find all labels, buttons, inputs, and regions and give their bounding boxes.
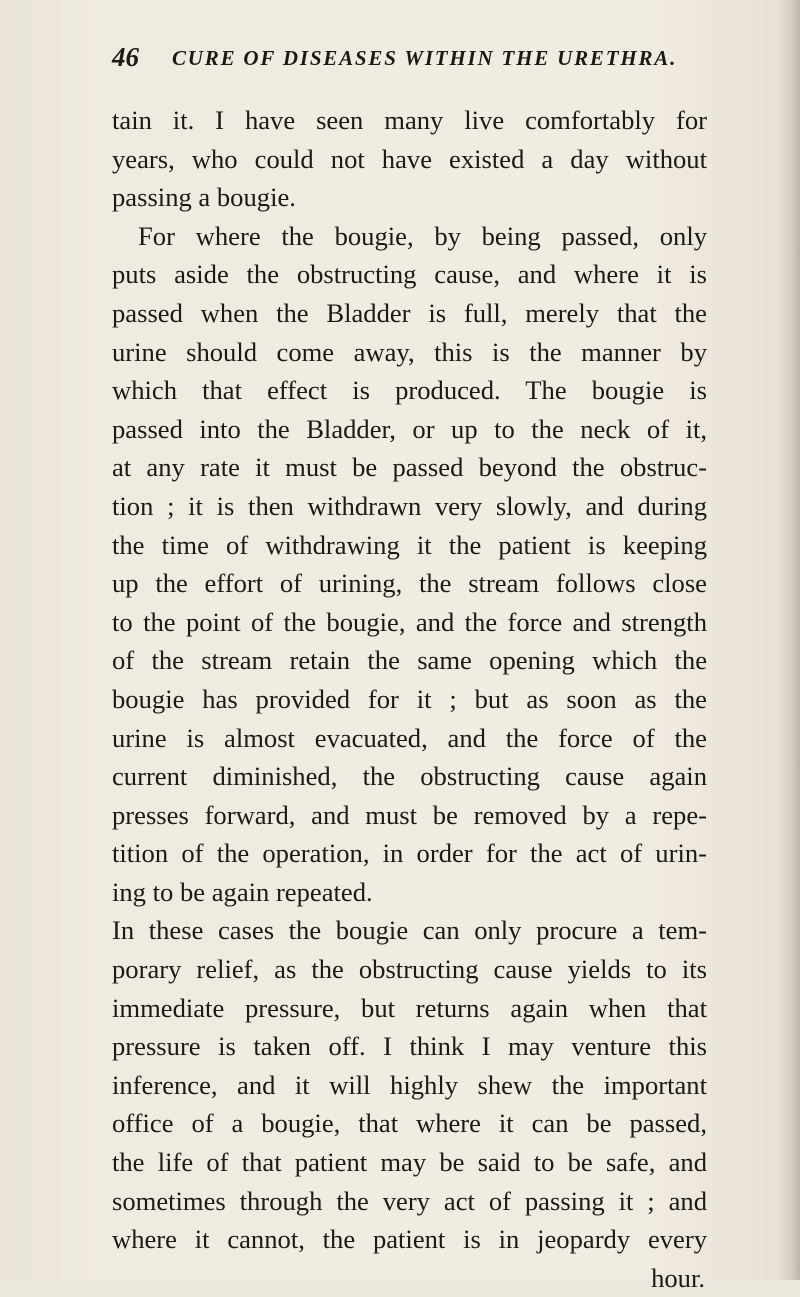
text-line: years, who could not have existed a day without — [112, 143, 707, 174]
running-head-title: CURE OF DISEASES WITHIN THE URETHRA. — [172, 46, 678, 70]
text-line: the time of withdrawing it the patient is keeping — [112, 529, 707, 560]
text-line: bougie has provided for it ; but as soon as the — [112, 683, 707, 714]
text-line: office of a bougie, that where it can be passed, — [112, 1108, 707, 1139]
text-line: ing to be again repeated. — [112, 876, 373, 907]
text-line: urine is almost evacuated, and the force of the — [112, 722, 707, 753]
text-line: immediate pressure, but returns again when that — [112, 992, 707, 1023]
text-line: inference, and it will highly shew the important — [112, 1069, 707, 1100]
text-line: tition of the operation, in order for the act of urin- — [112, 838, 707, 869]
text-line: up the effort of urining, the stream follows close — [112, 568, 707, 599]
text-line: hour. — [651, 1262, 705, 1293]
body-text — [112, 101, 707, 1297]
text-line: sometimes through the very act of passing it ; and — [112, 1185, 707, 1216]
text-line: current diminished, the obstructing cause again — [112, 761, 707, 792]
text-line: porary relief, as the obstructing cause yields to its — [112, 954, 707, 985]
page-edge-shadow — [778, 0, 800, 1280]
text-line: where it cannot, the patient is in jeopardy every — [112, 1224, 707, 1255]
text-line: urine should come away, this is the manner by — [112, 336, 707, 367]
text-line: which that effect is produced. The bougie is — [112, 375, 707, 406]
text-line: pressure is taken off. I think I may venture this — [112, 1031, 707, 1062]
text-line: tion ; it is then withdrawn very slowly, and during — [112, 490, 707, 521]
text-line: tain it. I have seen many live comfortably for — [112, 105, 707, 135]
text-line: passed into the Bladder, or up to the neck of it, — [112, 413, 707, 444]
text-line: In these cases the bougie can only procure a tem- — [112, 915, 707, 946]
text-line: For where the bougie, by being passed, only — [138, 220, 707, 251]
text-line: of the stream retain the same opening which the — [112, 645, 707, 676]
text-line: passed when the Bladder is full, merely that the — [112, 297, 707, 328]
running-head — [112, 42, 712, 82]
text-line: presses forward, and must be removed by a repe- — [112, 799, 707, 830]
text-line: puts aside the obstructing cause, and where it is — [112, 259, 707, 290]
text-line: the life of that patient may be said to be safe, and — [112, 1147, 707, 1178]
text-line: passing a bougie. — [112, 182, 296, 213]
text-line: to the point of the bougie, and the force and strength — [112, 606, 707, 637]
page-number: 46 — [112, 42, 139, 72]
text-line: at any rate it must be passed beyond the obstruc- — [112, 452, 707, 483]
